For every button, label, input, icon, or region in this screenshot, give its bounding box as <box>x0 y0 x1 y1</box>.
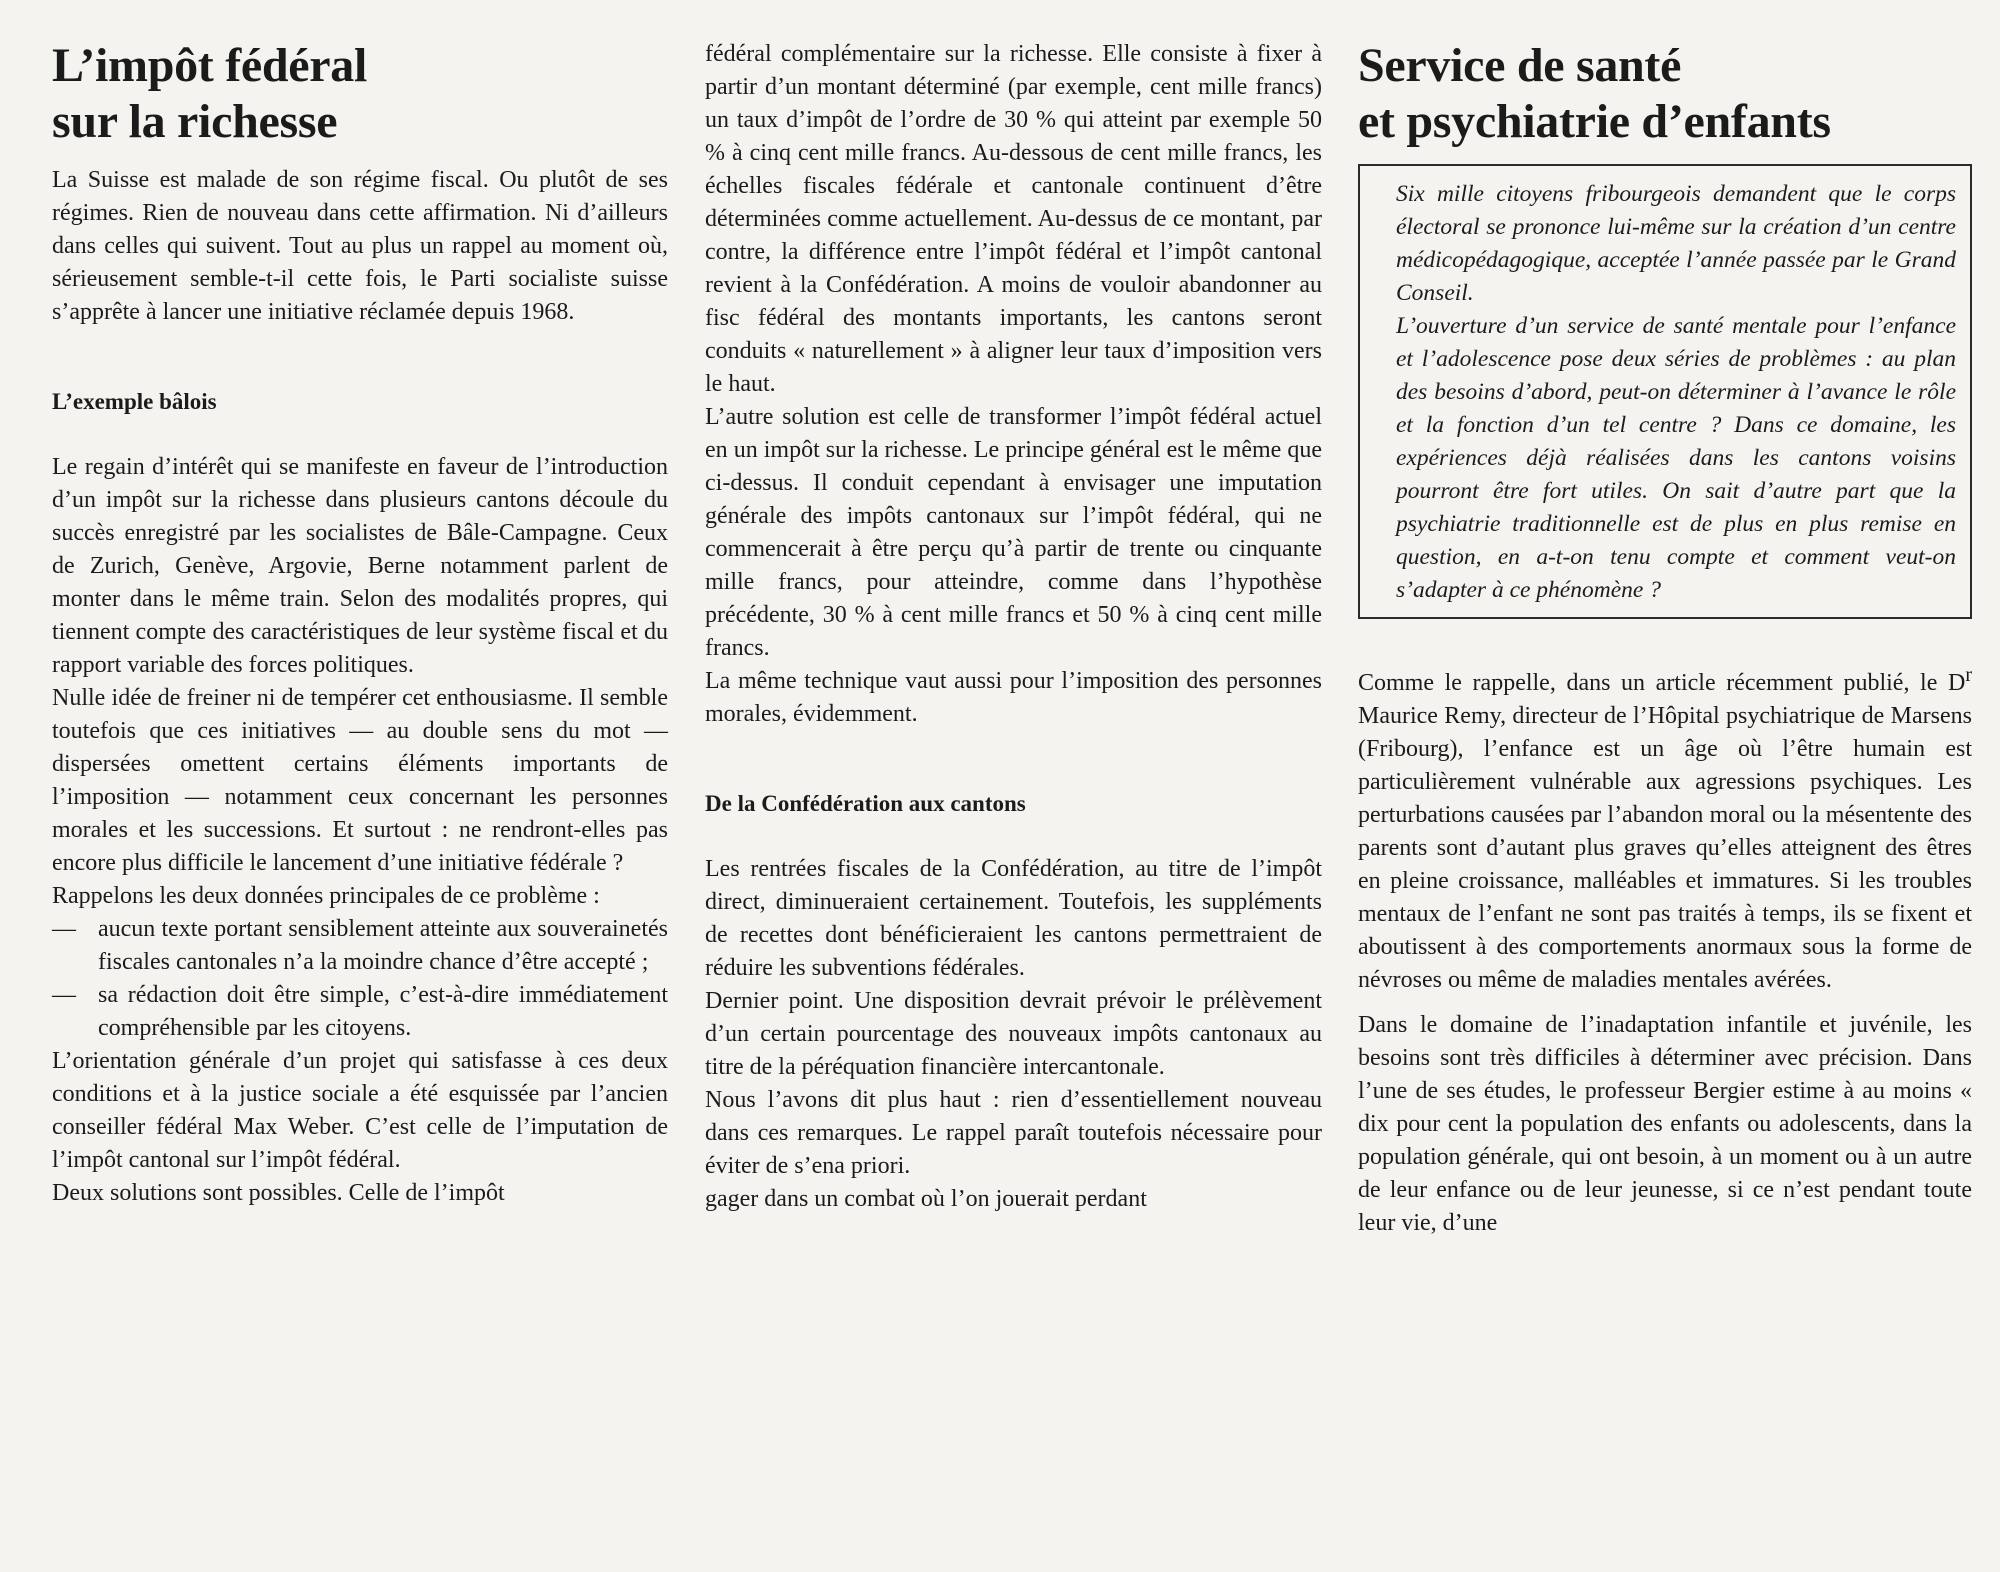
text-run: Maurice Remy, directeur de l’Hôpital psychiatrique de Marsens (Fribourg), l’enfance est un âge où l’être humain est particulièrement vulnérable aux agressions psychiques. Les perturbations causées par l’abandon moral ou la mésentente des parents sont d’autant plus graves qu’elles atteignent des êtres en pleine croissance, malléables et immatures. Si les troubles mentaux de l’enfant ne sont pas traités à temps, ils se fixent et aboutissent à des comportements anormaux sous la forme de névroses ou même de maladies mentales avérées. <box>1358 703 1972 993</box>
list-item: — aucun texte portant sensiblement atteinte aux souverainetés fiscales cantonales n’a la moindre chance d’être accepté ; <box>52 913 668 979</box>
article-title-sante <box>1358 38 1972 150</box>
paragraph: Deux solutions sont possibles. Celle de l’impôt <box>52 1180 505 1206</box>
paragraph: fédéral complémentaire sur la richesse. Elle consiste à fixer à partir d’un montant déterminé (par exemple, cent mille francs) un taux d’impôt de l’ordre de 30 % qui atteint par exemple 50 % à cinq cent mille francs. Au-dessous de cent mille francs, les échelles fiscales fédérale et cantonale continuent d’être déterminées comme actuellement. Au-dessus de ce montant, par contre, la différence entre l’impôt fédéral et l’impôt cantonal revient à la Confédération. A moins de vouloir abandonner au fisc fédéral des montants importants, les cantons seront conduits « naturellement » à aligner leur taux d’imposition vers le haut. <box>705 41 1322 397</box>
title-line-2: sur la richesse <box>52 95 338 148</box>
box-paragraph: L’ouverture d’un service de santé mentale pour l’enfance et l’adolescence pose deux séries de problèmes : au plan des besoins d’abord, peut-on déterminer à l’avance le rôle et la fonction d’un tel centre ? Dans ce domaine, les expériences déjà réalisées dans les cantons voisins pourront être fort utiles. On sait d’autre part que la psychiatrie traditionnelle est de plus en plus remise en question, en a-t-on tenu compte et comment veut-on s’adapter à ce phénomène ? <box>1396 313 1956 603</box>
paragraph: L’autre solution est celle de transformer l’impôt fédéral actuel en un impôt sur la richesse. Le principe général est le même que ci-dessus. Il conduit cependant à envisager une imputation générale des impôts cantonaux sur l’impôt fédéral, qui ne commencerait à être perçu qu’à partir de trente ou cinquante mille francs, pour atteindre, comme dans l’hypothèse précédente, 30 % à cent mille francs et 50 % à cinq cent mille francs. <box>705 404 1322 661</box>
paragraph: Dans le domaine de l’inadaptation infantile et juvénile, les besoins sont très difficiles à déterminer avec précision. Dans l’une de ses études, le professeur Bergier estime à au moins « dix pour cent la population des enfants ou adolescents, dans la population générale, qui ont besoin, à un moment ou à un autre de leur enfance ou de leur jeunesse, si ce n’est pendant toute leur vie, d’une <box>1358 1012 1972 1236</box>
paragraph: Le regain d’intérêt qui se manifeste en faveur de l’introduction d’un impôt sur la richesse dans plusieurs cantons découle du succès enregistré par les socialistes de Bâle-Campagne. Ceux de Zurich, Genève, Argovie, Berne notamment parlent de monter dans le même train. Selon des modalités propres, qui tiennent compte des caractéristiques de leur système fiscal et du rapport variable des forces politiques. <box>52 454 668 678</box>
text-run: Comme le rappelle, dans un article récemment publié, le D <box>1358 670 1966 696</box>
article-title-impot <box>52 38 668 150</box>
column-left <box>52 38 668 1210</box>
title-line-1: L’impôt fédéral <box>52 39 368 92</box>
box-paragraph: Six mille citoyens fribourgeois demandent que le corps électoral se prononce lui-même sur la création d’un centre médicopédagogique, acceptée l’année passée par le Grand Conseil. <box>1396 181 1956 306</box>
paragraph: Dernier point. Une disposition devrait prévoir le prélèvement d’un certain pourcentage des nouveaux impôts cantonaux au titre de la péréquation financière intercantonale. <box>705 988 1322 1080</box>
paragraph: La même technique vaut aussi pour l’imposition des personnes morales, évidemment. <box>705 668 1322 727</box>
intro-paragraph: La Suisse est malade de son régime fiscal. Ou plutôt de ses régimes. Rien de nouveau dans cette affirmation. Ni d’ailleurs dans celles qui suivent. Tout au plus un rappel au moment où, sérieusement semble-t-il cette fois, le Parti socialiste suisse s’apprête à lancer une initiative réclamée depuis 1968. <box>52 167 668 325</box>
list-item: — sa rédaction doit être simple, c’est-à-dire immédiatement compréhensible par les citoyens. <box>52 979 668 1045</box>
paragraph: Les rentrées fiscales de la Confédération, au titre de l’impôt direct, diminueraient certainement. Toutefois, les suppléments de recettes dont bénéficieraient les cantons permettraient de réduire les subventions fédérales. <box>705 856 1322 981</box>
paragraph: L’orientation générale d’un projet qui satisfasse à ces deux conditions et à la justice sociale a été esquissée par l’ancien conseiller fédéral Max Weber. C’est celle de l’imputation de l’impôt cantonal sur l’impôt fédéral. <box>52 1048 668 1173</box>
paragraph: gager dans un combat où l’on jouerait perdant <box>705 1186 1147 1212</box>
title-line-1: Service de santé <box>1358 39 1682 92</box>
paragraph: Nulle idée de freiner ni de tempérer cet enthousiasme. Il semble toutefois que ces initiatives — au double sens du mot — dispersées omettent certains éléments importants de l’imposition — notamment ceux concernant les personnes morales et les successions. Et surtout : ne rendront-elles pas encore plus difficile le lancement d’une initiative fédérale ? <box>52 685 668 876</box>
column-right <box>1358 38 1972 1240</box>
subhead-confederation-cantons: De la Confédération aux cantons <box>705 791 1026 816</box>
subhead-exemple-balois: L’exemple bâlois <box>52 389 217 414</box>
dash-list <box>52 913 668 1045</box>
column-middle <box>705 38 1322 1216</box>
paragraph: Nous l’avons dit plus haut : rien d’essentiellement nouveau dans ces remarques. Le rappel paraît toutefois nécessaire pour éviter de s’ena priori. <box>705 1087 1322 1179</box>
paragraph <box>1358 659 1972 997</box>
paragraph: Rappelons les deux données principales de ce problème : <box>52 883 600 909</box>
lead-box <box>1358 164 1972 619</box>
title-line-2: et psychiatrie d’enfants <box>1358 95 1831 148</box>
superscript: r <box>1965 664 1972 686</box>
